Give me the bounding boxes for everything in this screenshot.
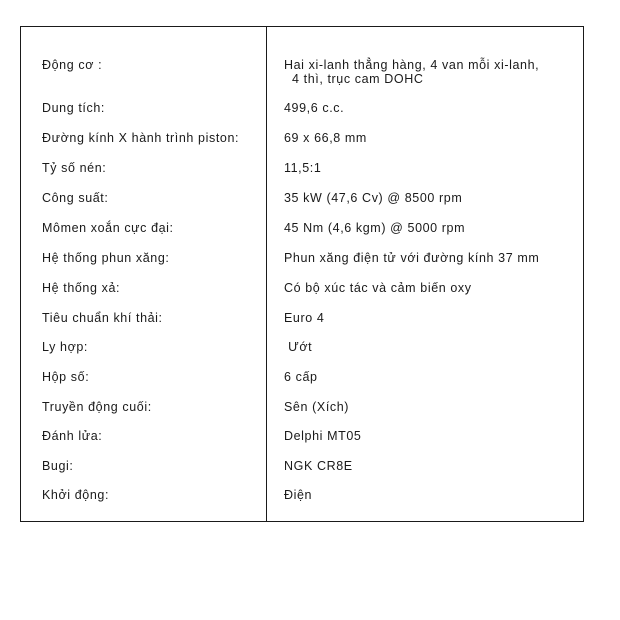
- spec-label: Dung tích:: [42, 101, 105, 115]
- spec-label: Động cơ :: [42, 58, 103, 72]
- spec-label: Tỷ số nén:: [42, 161, 107, 175]
- spec-value: 6 cấp: [284, 370, 318, 384]
- spec-value: 11,5:1: [284, 161, 322, 175]
- spec-value: 499,6 c.c.: [284, 101, 345, 115]
- spec-label: Đường kính X hành trình piston:: [42, 131, 240, 145]
- spec-label: Mômen xoắn cực đại:: [42, 221, 174, 235]
- spec-label: Công suất:: [42, 191, 109, 205]
- spec-value-line2: 4 thì, trục cam DOHC: [292, 72, 424, 86]
- spec-value: Delphi MT05: [284, 429, 362, 443]
- spec-value: [284, 58, 539, 86]
- spec-label: Ly hợp:: [42, 340, 88, 354]
- spec-value: Điện: [284, 488, 313, 502]
- spec-value: 35 kW (47,6 Cv) @ 8500 rpm: [284, 191, 463, 205]
- spec-label: Hệ thống xả:: [42, 281, 121, 295]
- spec-label: Khởi động:: [42, 488, 110, 502]
- spec-value-line1: Hai xi-lanh thẳng hàng, 4 van mỗi xi-lanh,: [284, 58, 540, 72]
- spec-label: Bugi:: [42, 459, 74, 473]
- spec-value: Sên (Xích): [284, 400, 350, 414]
- spec-value: 69 x 66,8 mm: [284, 131, 367, 145]
- spec-value: Ướt: [284, 340, 313, 354]
- spec-table: [20, 26, 584, 522]
- spec-label: Đánh lửa:: [42, 429, 103, 443]
- spec-value: 45 Nm (4,6 kgm) @ 5000 rpm: [284, 221, 466, 235]
- spec-value: NGK CR8E: [284, 459, 353, 473]
- spec-label: Tiêu chuẩn khí thải:: [42, 311, 163, 325]
- spec-label: Truyền động cuối:: [42, 400, 152, 414]
- spec-value: Phun xăng điện tử với đường kính 37 mm: [284, 251, 540, 265]
- spec-label: Hộp số:: [42, 370, 90, 384]
- spec-value: Euro 4: [284, 311, 325, 325]
- spec-label: Hệ thống phun xăng:: [42, 251, 170, 265]
- spec-value: Có bộ xúc tác và cảm biến oxy: [284, 281, 472, 295]
- column-divider: [266, 27, 267, 521]
